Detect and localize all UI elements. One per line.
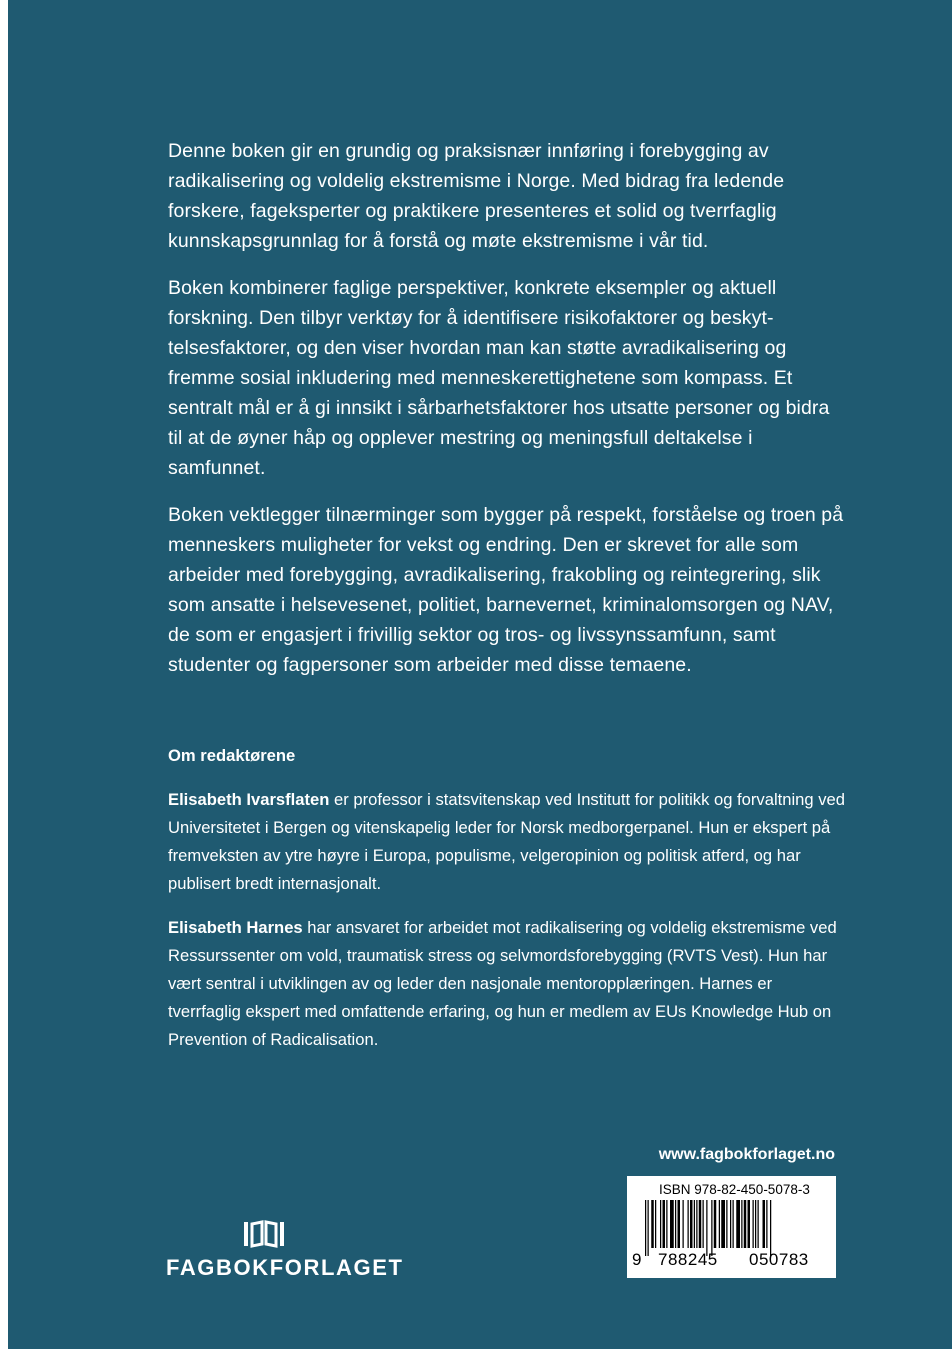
blurb-paragraph-2: Boken kombinerer faglige perspektiver, konkrete eksempler og aktuell forskning. Den tilbyr verktøy for å identifisere risikofaktorer og beskyttelsesfaktorer, og den viser hvordan man kan støtte avradikalisering og fremme sosial inkludering med menneskerettighetene som kompass. Et sentralt mål er å gi innsikt i sårbarhetsfaktorer hos utsatte personer og bidra til at de øyner håp og opplever mestring og meningsfull deltakelse i samfunnet. xyxy=(168,277,830,479)
editor-name-2: Elisabeth Harnes xyxy=(168,918,303,937)
editor-bio-2 xyxy=(168,914,848,1054)
barcode-bar xyxy=(755,1200,756,1248)
cover-blurb xyxy=(168,136,848,680)
barcode-bar xyxy=(721,1200,725,1248)
barcode-digit-group-2: 050783 xyxy=(749,1250,809,1269)
editor-text-2: har ansvaret for arbeidet mot radikalisering og voldelig ekstremisme ved Ressurssenter om vold, traumatisk stress og selvmordsforebygging (RVTS Vest). Hun har vært sentral i utviklingen av og leder den nasjonale mentoropplæringen. Harnes er tverrfaglig ekspert med omfattende erfaring, og hun er medlem av EUs Knowledge Hub on Prevention of Radicalisation. xyxy=(168,918,837,1049)
barcode-bar xyxy=(753,1200,754,1248)
editor-name-1: Elisabeth Ivarsflaten xyxy=(168,790,330,809)
barcode-bar xyxy=(744,1200,747,1248)
barcode-bar xyxy=(766,1200,767,1248)
barcode-bar xyxy=(706,1200,707,1256)
barcode-bar xyxy=(741,1200,742,1248)
barcode-bar xyxy=(645,1200,646,1256)
barcode-bar xyxy=(690,1200,693,1248)
barcode-bar xyxy=(660,1200,661,1248)
back-cover xyxy=(8,0,952,1349)
barcode-bar xyxy=(651,1200,654,1248)
publisher-name: FAGBOKFORLAGET xyxy=(166,1255,404,1280)
editors-section xyxy=(168,742,848,1070)
blurb-paragraph-1: Denne boken gir en grundig og praksisnær innføring i forebygging av radikalisering og voldelig ekstremisme i Norge. Med bidrag fra ledende forskere, fageksperter og praktikere presenteres et solid og tverrfaglig kunnskapsgrunnlag for å forstå og møte ekstremisme i vår tid. xyxy=(168,140,785,252)
barcode-bar xyxy=(703,1200,704,1248)
blurb-paragraph-3: Boken vektlegger tilnærminger som bygger på respekt, forståelse og troen på menneskers muligheter for vekst og endring. Den er skrevet for alle som arbeider med forebygging, avradikalisering, frakobling og reintegrering, slik som ansatte i helsevesenet, politiet, barnevernet, kriminalomsorgen og NAV, de som er engasjert i frivillig sektor og tros- og livssynssamfunn, samt studenter og fagpersoner som arbeider med disse temaene. xyxy=(168,504,844,676)
barcode-bar xyxy=(714,1200,717,1248)
barcode-bar xyxy=(770,1200,771,1256)
isbn-barcode xyxy=(627,1176,836,1278)
editors-heading: Om redaktørene xyxy=(168,746,296,765)
barcode-bar xyxy=(758,1200,759,1248)
book-logo-icon xyxy=(242,1218,290,1250)
barcode-bar xyxy=(730,1200,731,1248)
barcode-bar xyxy=(678,1200,681,1248)
editor-bio-1 xyxy=(168,786,848,898)
publisher-website[interactable]: www.fagbokforlaget.no xyxy=(658,1146,835,1163)
barcode-bar xyxy=(655,1200,656,1248)
isbn-label: ISBN 978-82-450-5078-3 xyxy=(659,1182,810,1197)
barcode-bar xyxy=(711,1200,712,1256)
barcode-bar xyxy=(699,1200,702,1248)
barcode-bar xyxy=(694,1200,695,1248)
barcode-bar xyxy=(763,1200,766,1248)
page-left-margin xyxy=(0,0,8,1349)
barcode-digit-group-1: 788245 xyxy=(658,1250,718,1269)
barcode-bar xyxy=(683,1200,684,1248)
barcode-bar xyxy=(688,1200,689,1248)
barcode-bar xyxy=(748,1200,751,1248)
barcode-bar xyxy=(736,1200,740,1248)
barcode-bar xyxy=(726,1200,727,1248)
barcode-bar xyxy=(666,1200,667,1248)
barcode-bar xyxy=(663,1200,666,1248)
barcode-bar xyxy=(733,1200,734,1248)
barcode-digit-first: 9 xyxy=(632,1250,642,1269)
barcode-bars xyxy=(627,1200,836,1256)
editor-text-1: er professor i statsvitenskap ved Institutt for politikk og forvaltning ved Universitetet i Bergen og vitenskapelig leder for Norsk medborgerpanel. Hun er ekspert på fremveksten av ytre høyre i Europa, populisme, velgeropinion og politisk atferd, og har publisert bredt internasjonalt. xyxy=(168,790,845,893)
barcode-bar xyxy=(719,1200,720,1248)
barcode-bar xyxy=(696,1200,697,1248)
barcode-bar xyxy=(648,1200,649,1256)
barcode-bar xyxy=(675,1200,676,1248)
barcode-bar xyxy=(670,1200,674,1248)
